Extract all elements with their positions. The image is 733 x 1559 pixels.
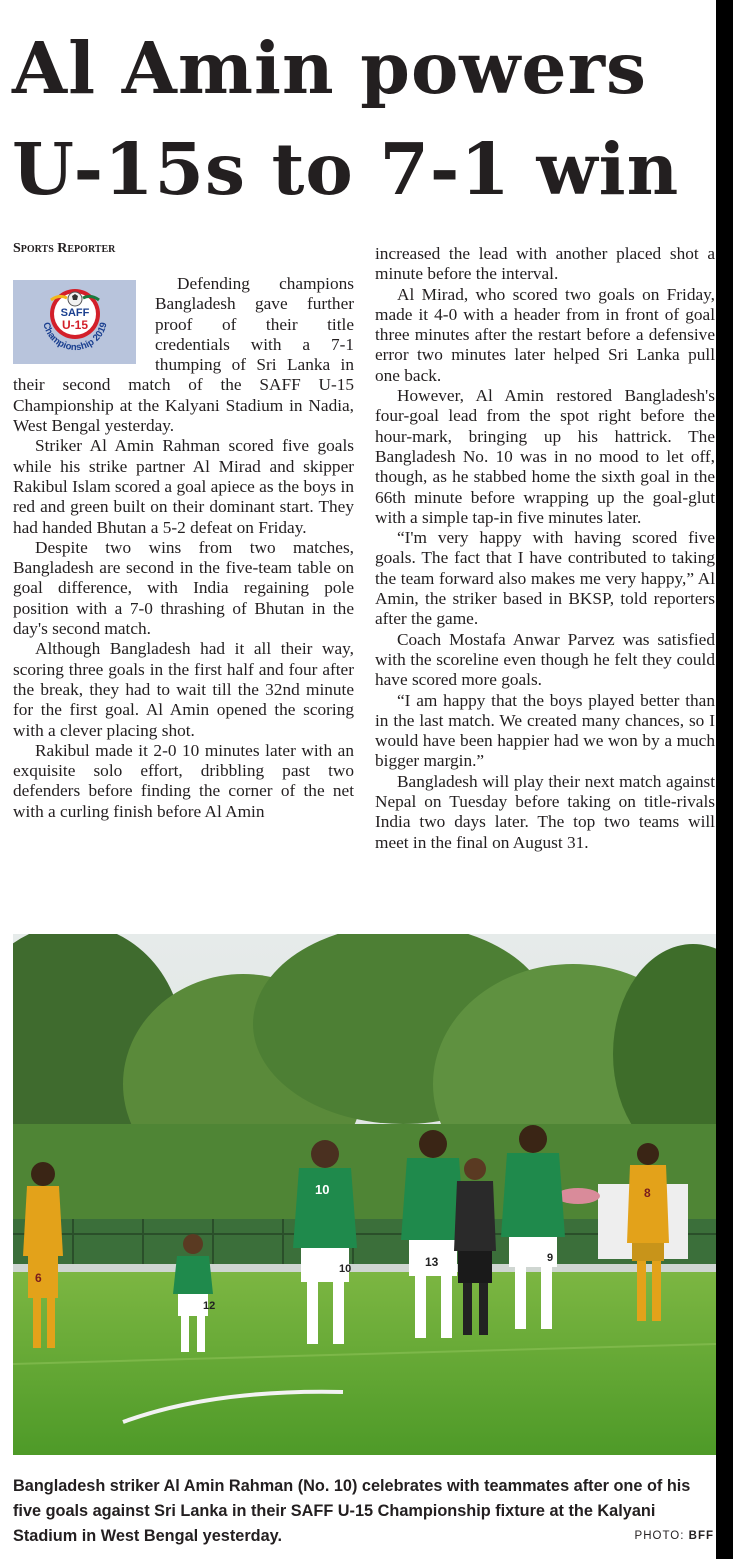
paragraph: Striker Al Amin Rahman scored five goals while his strike partner Al Mirad and skipper Rakibul Islam scored a goal apiece as the boys in red and green built on their dominant start. They had handed Bhutan a 5-2 defeat on Friday.	[13, 436, 354, 537]
svg-text:9: 9	[547, 1252, 554, 1264]
svg-text:13: 13	[425, 1255, 439, 1269]
svg-text:12: 12	[203, 1300, 216, 1312]
photo-credit	[635, 1530, 714, 1542]
photo-credit-label: PHOTO:	[634, 1530, 685, 1542]
headline-line-2: U-15s to 7-1 win	[12, 127, 680, 211]
match-photo-illustration	[13, 934, 716, 1455]
paragraph: Rakibul made it 2-0 10 minutes later with an exquisite solo effort, dribbling past two defenders before finding the corner of the net with a curling finish before Al Amin	[13, 740, 354, 821]
paragraph: Bangladesh will play their next match against Nepal on Tuesday before taking on title-rivals India two days later. The top two teams will meet in the final on August 31.	[375, 771, 715, 852]
match-photo	[13, 934, 716, 1455]
byline: Sports Reporter	[13, 241, 116, 256]
photo-caption: Bangladesh striker Al Amin Rahman (No. 10) celebrates with teammates after one of his five goals against Sri Lanka in their SAFF U-15 Championship fixture at the Kalyani Stadium in West Bengal yesterday.	[13, 1477, 691, 1545]
logo-saff-text: SAFF	[60, 307, 90, 319]
logo-championship-arc: Championship 2019	[40, 321, 110, 354]
paragraph-continued: increased the lead with another placed shot a minute before the interval.	[375, 244, 715, 284]
paragraph: Coach Mostafa Anwar Parvez was satisfied with the scoreline even though he felt they could have scored more goals.	[375, 629, 715, 690]
paragraph: Defending champions Bangladesh gave further proof of their title credentials with a 7-1 thumping of Sri Lanka in their second match of the SAFF U-15 Championship at the Kalyani Stadium in Nadia, West Bengal yesterday.	[13, 274, 354, 436]
svg-text:10: 10	[315, 1182, 330, 1197]
paragraph: However, Al Amin restored Bangladesh's four-goal lead from the spot right before the hour-mark, bringing up his hattrick. The Bangladesh No. 10 was in no mood to let off, though, as he stabbed home the sixth goal in the 66th minute before wrapping up the goal-glut with a simple tap-in five minutes later.	[375, 386, 715, 527]
logo-wrap-space	[13, 274, 155, 371]
photo-credit-source: BFF	[688, 1530, 714, 1542]
paragraph: Although Bangladesh had it all their way, scoring three goals in the first half and four after the break, they had to wait till the 32nd minute for the first goal. Al Amin opened the scoring with a clever placing shot.	[13, 639, 354, 740]
svg-text:6: 6	[35, 1271, 42, 1285]
body-column-2	[375, 244, 715, 853]
headline	[12, 18, 712, 220]
page-edge-bar	[716, 0, 733, 1559]
logo-u15-text: U-15	[61, 318, 89, 332]
svg-text:10: 10	[339, 1263, 352, 1275]
paragraph: Al Mirad, who scored two goals on Friday, made it 4-0 with a header from in front of goal three minutes after the restart before a defensive error two minutes later helped Sri Lanka pull one back.	[375, 284, 715, 385]
paragraph: “I'm very happy with having scored five goals. The fact that I have contributed to taking the team forward also makes me very happy,” Al Amin, the striker based in BKSP, told reporters after the game.	[375, 528, 715, 629]
paragraph: “I am happy that the boys played better than in the last match. We created many chances, so I would have been happier had we won by a much bigger margin.”	[375, 690, 715, 771]
svg-text:8: 8	[644, 1186, 651, 1200]
body-column-1	[13, 274, 354, 822]
headline-line-1: Al Amin powers	[12, 26, 647, 110]
paragraph: Despite two wins from two matches, Bangladesh are second in the five-team table on goal difference, with India regaining pole position with a 7-0 thrashing of Bhutan in the day's second match.	[13, 537, 354, 639]
